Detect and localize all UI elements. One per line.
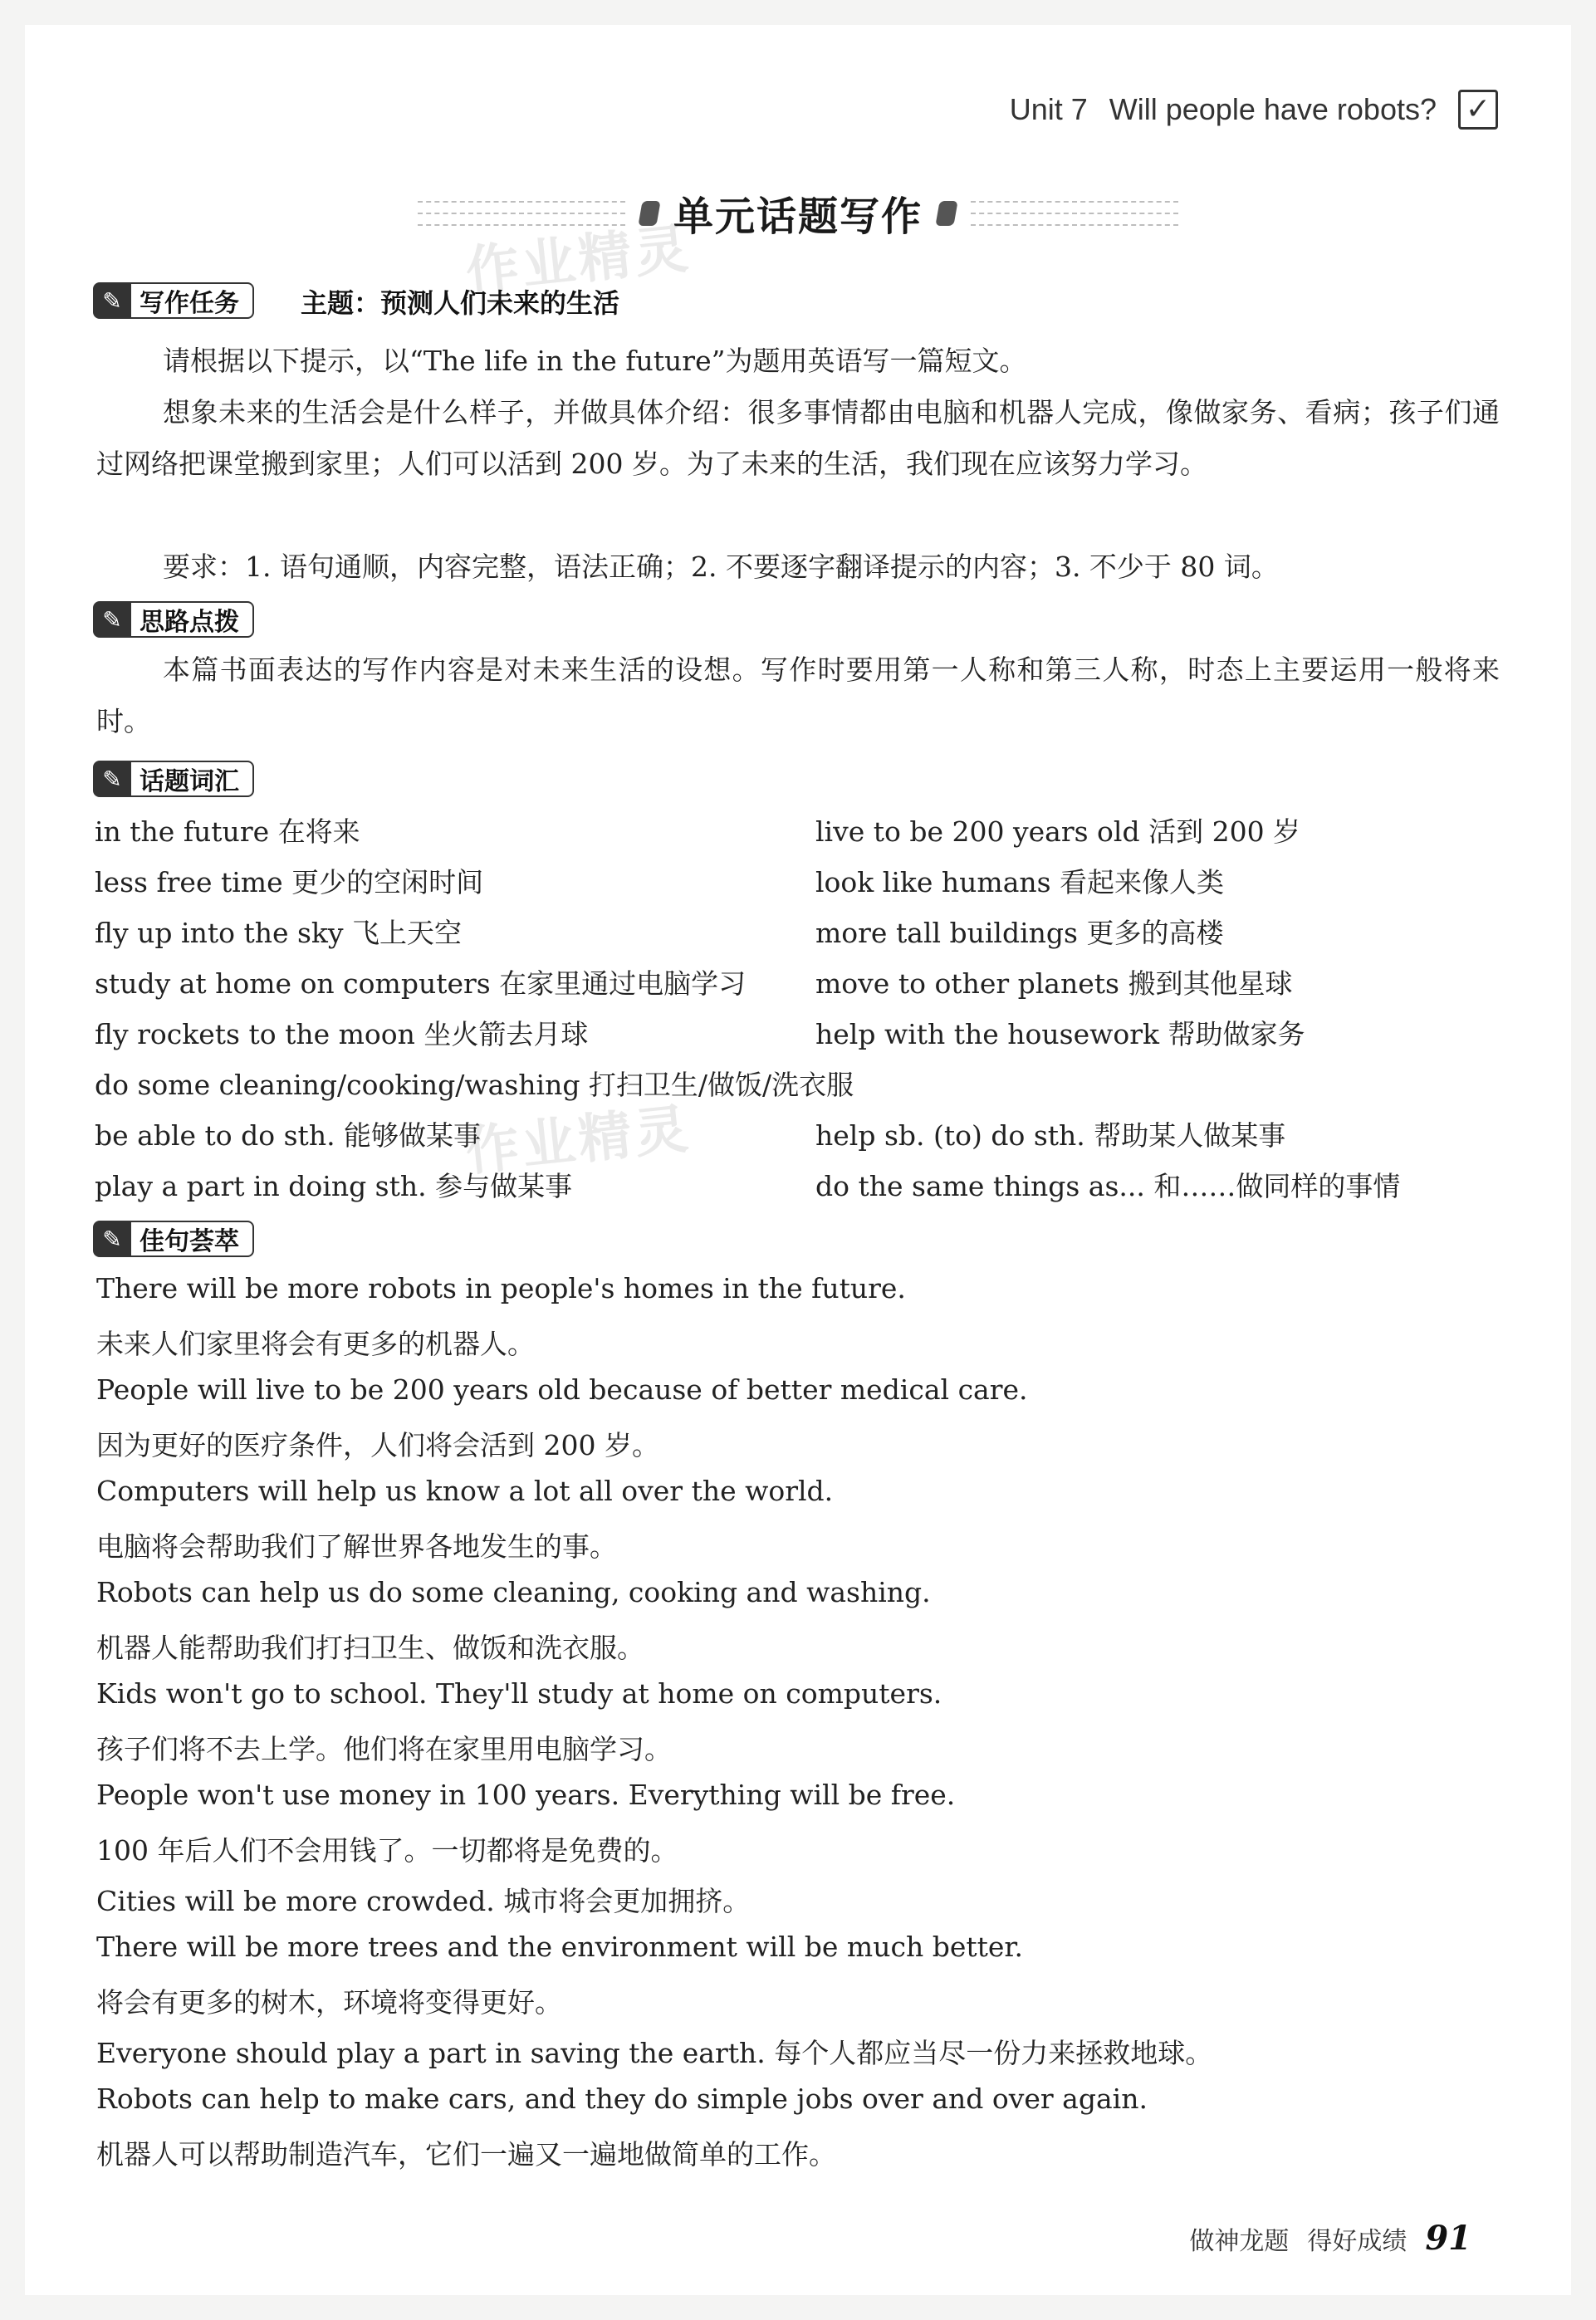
sentence-line: 电脑将会帮助我们了解世界各地发生的事。 [96, 1530, 617, 1563]
tag-writing-task [93, 282, 254, 319]
footer-slogan: 做神龙题 [1189, 2227, 1290, 2256]
vocab-item: help sb. (to) do sth. 帮助某人做某事 [815, 1119, 1286, 1152]
tag-vocab [93, 761, 254, 797]
vocab-item: move to other planets 搬到其他星球 [815, 967, 1293, 1000]
sentence-line: There will be more trees and the environment will be much better. [96, 1931, 1024, 1963]
vocab-item: look like humans 看起来像人类 [815, 866, 1225, 898]
vocab-item: fly rockets to the moon 坐火箭去月球 [95, 1018, 589, 1050]
task-requirements: 要求：1. 语句通顺，内容完整，语法正确；2. 不要逐字翻译提示的内容；3. 不少于 80 词。 [163, 551, 1279, 583]
watermark: 作业精灵 [463, 1098, 694, 1183]
sentence-line: There will be more robots in people's homes in the future. [96, 1272, 906, 1304]
check-icon: ✓ [1458, 90, 1498, 130]
sentence-line: Everyone should play a part in saving the earth. 每个人都应当尽一份力来拯救地球。 [96, 2037, 1213, 2069]
tag-ideas [93, 601, 254, 638]
section-title-bar [0, 184, 1596, 242]
sentence-line: 孩子们将不去上学。他们将在家里用电脑学习。 [96, 1733, 672, 1765]
vocab-item: more tall buildings 更多的高楼 [815, 917, 1224, 949]
sentence-line: 因为更好的医疗条件，人们将会活到 200 岁。 [96, 1429, 659, 1461]
decorative-lines-right [971, 201, 1178, 226]
vocab-item: play a part in doing sth. 参与做某事 [95, 1170, 573, 1202]
sentence-line: Cities will be more crowded. 城市将会更加拥挤。 [96, 1885, 751, 1917]
vocab-item: study at home on computers 在家里通过电脑学习 [95, 967, 747, 1000]
sentence-line: 未来人们家里将会有更多的机器人。 [96, 1328, 535, 1360]
ideas-text: 本篇书面表达的写作内容是对未来生活的设想。写作时要用第一人称和第三人称，时态上主要运用一般将来时。 [96, 653, 1500, 737]
sentence-line: Robots can help us do some cleaning, cooking and washing. [96, 1576, 931, 1608]
pencil-icon: ✎ [93, 1221, 131, 1257]
footer-slogan: 得好成绩 [1307, 2227, 1408, 2256]
watermark: 作业精灵 [463, 218, 694, 303]
page-number: 91 [1425, 2219, 1471, 2258]
unit-title: Will people have robots? [1109, 92, 1437, 126]
tag-sentences [93, 1221, 254, 1257]
task-instruction: 请根据以下提示，以“The life in the future”为题用英语写一篇短文。 [163, 345, 1027, 377]
pencil-icon: ✎ [93, 601, 131, 638]
sentence-line: 将会有更多的树木，环境将变得更好。 [96, 1986, 562, 2019]
vocab-item: do some cleaning/cooking/washing 打扫卫生/做饭/洗衣服 [95, 1069, 854, 1101]
sentence-line: Robots can help to make cars, and they do simple jobs over and over again. [96, 2083, 1148, 2115]
sentence-line: Kids won't go to school. They'll study at home on computers. [96, 1677, 942, 1710]
section-title: 单元话题写作 [673, 193, 923, 240]
vocab-item: live to be 200 years old 活到 200 岁 [815, 815, 1301, 848]
vocab-item: less free time 更少的空闲时间 [95, 866, 484, 898]
topic: 主题：预测人们未来的生活 [301, 287, 620, 319]
unit-label: Unit 7 [1009, 92, 1088, 126]
tag-label: 佳句荟萃 [131, 1221, 254, 1257]
vocab-item: help with the housework 帮助做家务 [815, 1018, 1305, 1050]
vocab-item: fly up into the sky 飞上天空 [95, 917, 463, 949]
sentence-line: 100 年后人们不会用钱了。一切都将是免费的。 [96, 1834, 678, 1867]
pencil-icon: ✎ [93, 761, 131, 797]
sentence-line: 机器人能帮助我们打扫卫生、做饭和洗衣服。 [96, 1632, 644, 1664]
sentence-line: People will live to be 200 years old because of better medical care. [96, 1373, 1028, 1406]
task-prompt: 想象未来的生活会是什么样子，并做具体介绍：很多事情都由电脑和机器人完成，像做家务、看病；孩子们通过网络把课堂搬到家里；人们可以活到 200 岁。为了未来的生活，我们现在应该努力学习。 [96, 396, 1500, 480]
pencil-icon: ✎ [93, 282, 131, 319]
unit-header [1010, 90, 1498, 130]
sentence-line: Computers will help us know a lot all over the world. [96, 1475, 834, 1507]
vocab-item: in the future 在将来 [95, 815, 360, 848]
sentence-line: 机器人可以帮助制造汽车，它们一遍又一遍地做简单的工作。 [96, 2138, 836, 2171]
tag-label: 写作任务 [131, 282, 254, 319]
decorative-mark-left [638, 201, 660, 226]
decorative-lines-left [418, 201, 625, 226]
tag-label: 思路点拨 [131, 601, 254, 638]
decorative-mark-right [935, 201, 957, 226]
page-footer [1189, 2219, 1471, 2258]
sentence-line: People won't use money in 100 years. Everything will be free. [96, 1779, 956, 1811]
tag-label: 话题词汇 [131, 761, 254, 797]
vocab-item: do the same things as... 和……做同样的事情 [815, 1170, 1401, 1202]
vocab-item: be able to do sth. 能够做某事 [95, 1119, 482, 1152]
